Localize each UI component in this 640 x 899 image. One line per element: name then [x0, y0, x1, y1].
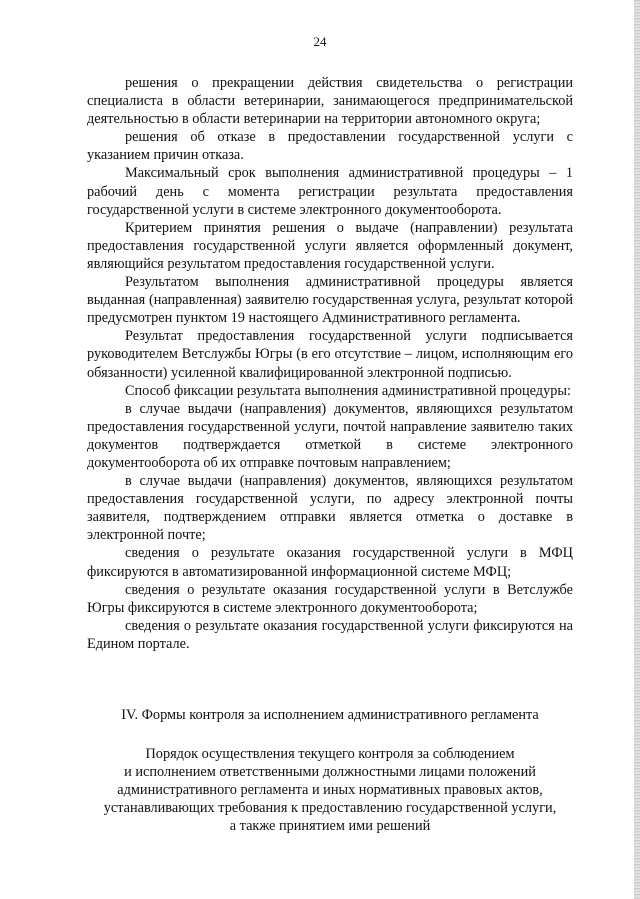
paragraph: сведения о результате оказания государственной услуги в Ветслужбе Югры фиксируются в системе электронного документооборота;	[87, 581, 573, 616]
paragraph: сведения о результате оказания государственной услуги фиксируются на Едином портале.	[87, 617, 573, 652]
paragraph: решения о прекращении действия свидетельства о регистрации специалиста в области ветеринарии, занимающегося предпринимательской деятельностью в области ветеринарии на территории автономного округа;	[87, 75, 573, 128]
subsection-heading-line: и исполнением ответственными должностными лицами положений	[124, 764, 536, 780]
subsection-heading	[87, 745, 573, 835]
paragraph: Максимальный срок выполнения административной процедуры – 1 рабочий день с момента регистрации результата предоставления государственной услуги в системе электронного документооборота.	[87, 165, 573, 218]
subsection-heading-line: Порядок осуществления текущего контроля за соблюдением	[145, 746, 515, 762]
subsection-heading-line: а также принятием ими решений	[229, 818, 431, 834]
section-heading: IV. Формы контроля за исполнением административного регламента	[121, 707, 539, 723]
page-number: 24	[313, 34, 327, 49]
paragraph: в случае выдачи (направления) документов, являющихся результатом предоставления государственной услуги, почтой направление заявителю таких документов подтверждается отметкой в системе электронного документооборота об их отправке почтовым направлением;	[87, 400, 573, 471]
body-text	[87, 74, 573, 653]
paragraph: Критерием принятия решения о выдаче (направлении) результата предоставления государственной услуги является оформленный документ, являющийся результатом предоставления государственной услуги.	[87, 219, 573, 272]
subsection-heading-line: административного регламента и иных нормативных правовых актов,	[117, 782, 543, 798]
scan-edge	[634, 0, 640, 899]
paragraph: Способ фиксации результата выполнения административной процедуры:	[125, 382, 571, 399]
paragraph: сведения о результате оказания государственной услуги в МФЦ фиксируются в автоматизированной информационной системе МФЦ;	[87, 545, 573, 580]
subsection-heading-line: устанавливающих требования к предоставлению государственной услуги,	[103, 800, 557, 816]
paragraph: Результат предоставления государственной услуги подписывается руководителем Ветслужбы Югры (в его отсутствие – лицом, исполняющим его обязанности) усиленной квалифицированной электронной подписью.	[87, 328, 573, 381]
paragraph: Результатом выполнения административной процедуры является выданная (направленная) заявителю государственная услуга, результат которой предусмотрен пунктом 19 настоящего Административного регламента.	[87, 274, 573, 327]
paragraph: решения об отказе в предоставлении государственной услуги с указанием причин отказа.	[87, 129, 573, 164]
paragraph: в случае выдачи (направления) документов, являющихся результатом предоставления государственной услуги, по адресу электронной почты заявителя, подтверждением отправки является отметка о доставке в электронной почте;	[87, 473, 573, 544]
